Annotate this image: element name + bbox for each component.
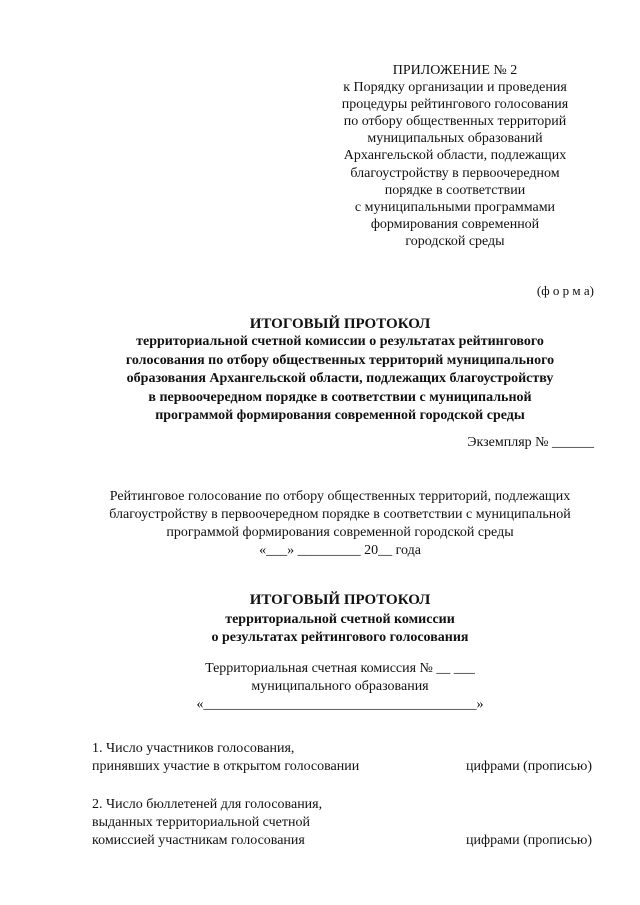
commission-block <box>70 660 610 714</box>
commission-number-line: Территориальная счетная комиссия № __ ___ <box>205 661 475 676</box>
protocol-subtitle-line: о результатах рейтингового голосования <box>211 630 469 645</box>
item-value-label: цифрами (прописью) <box>466 759 592 774</box>
protocol-subtitle-line: территориальной счетной комиссии о результатах рейтингового <box>136 334 544 349</box>
protocol-title-2: ИТОГОВЫЙ ПРОТОКОЛ <box>249 592 431 608</box>
item-row <box>92 832 592 850</box>
protocol-subtitle-line: территориальной счетной комиссии <box>225 612 455 627</box>
protocol-subtitle-2 <box>70 611 610 647</box>
protocol-subtitle <box>70 333 610 426</box>
protocol-subtitle-line: в первоочередном порядке в соответствии с муниципальной <box>148 389 532 405</box>
item-label: 2. Число бюллетеней для голосования, <box>92 797 323 812</box>
description-line: программой формирования современной городской среды <box>166 525 514 540</box>
protocol-subtitle-line: программой формирования современной городской среды <box>155 408 525 423</box>
date-line: «___» _________ 20__ года <box>259 543 421 558</box>
appendix-line: благоустройству в первоочередном <box>350 165 560 181</box>
appendix-line: формирования современной <box>370 216 540 232</box>
appendix-line: Архангельской области, подлежащих <box>343 148 567 164</box>
item-label: выданных территориальной счетной <box>92 815 310 830</box>
protocol-subtitle-line: образования Архангельской области, подлежащих благоустройству <box>126 371 554 386</box>
protocol-item-1 <box>92 740 592 776</box>
description-line: Рейтинговое голосование по отбору общественных территорий, подлежащих <box>109 489 571 504</box>
protocol-item-2 <box>92 796 592 850</box>
appendix-line: городской среды <box>405 233 505 249</box>
protocol-title: ИТОГОВЫЙ ПРОТОКОЛ <box>249 316 431 332</box>
appendix-line: с муниципальными программами <box>354 199 556 215</box>
appendix-line: по отбору общественных территорий <box>343 114 567 130</box>
appendix-header <box>320 62 590 250</box>
item-row <box>92 758 592 776</box>
municipality-line: муниципального образования <box>251 679 429 694</box>
form-label: (ф о р м а) <box>536 283 594 298</box>
appendix-title: ПРИЛОЖЕНИЕ № 2 <box>392 63 518 78</box>
appendix-line: муниципальных образований <box>367 131 543 147</box>
copy-number-label: Экземпляр № ______ <box>467 435 594 450</box>
appendix-line: порядке в соответствии <box>384 182 526 198</box>
protocol-subtitle-line: голосования по отбору общественных территорий муниципального <box>125 352 555 368</box>
item-label: принявших участие в открытом голосовании <box>92 759 360 774</box>
item-label: 1. Число участников голосования, <box>92 741 295 756</box>
municipality-name-blank: «_______________________________________» <box>196 697 484 712</box>
voting-description <box>70 488 610 560</box>
item-label: комиссией участникам голосования <box>92 833 305 848</box>
item-value-label: цифрами (прописью) <box>466 833 592 848</box>
appendix-line: к Порядку организации и проведения <box>343 80 567 96</box>
appendix-line: процедуры рейтингового голосования <box>341 97 569 113</box>
description-line: благоустройству в первоочередном порядке в соответствии с муниципальной <box>109 507 571 522</box>
